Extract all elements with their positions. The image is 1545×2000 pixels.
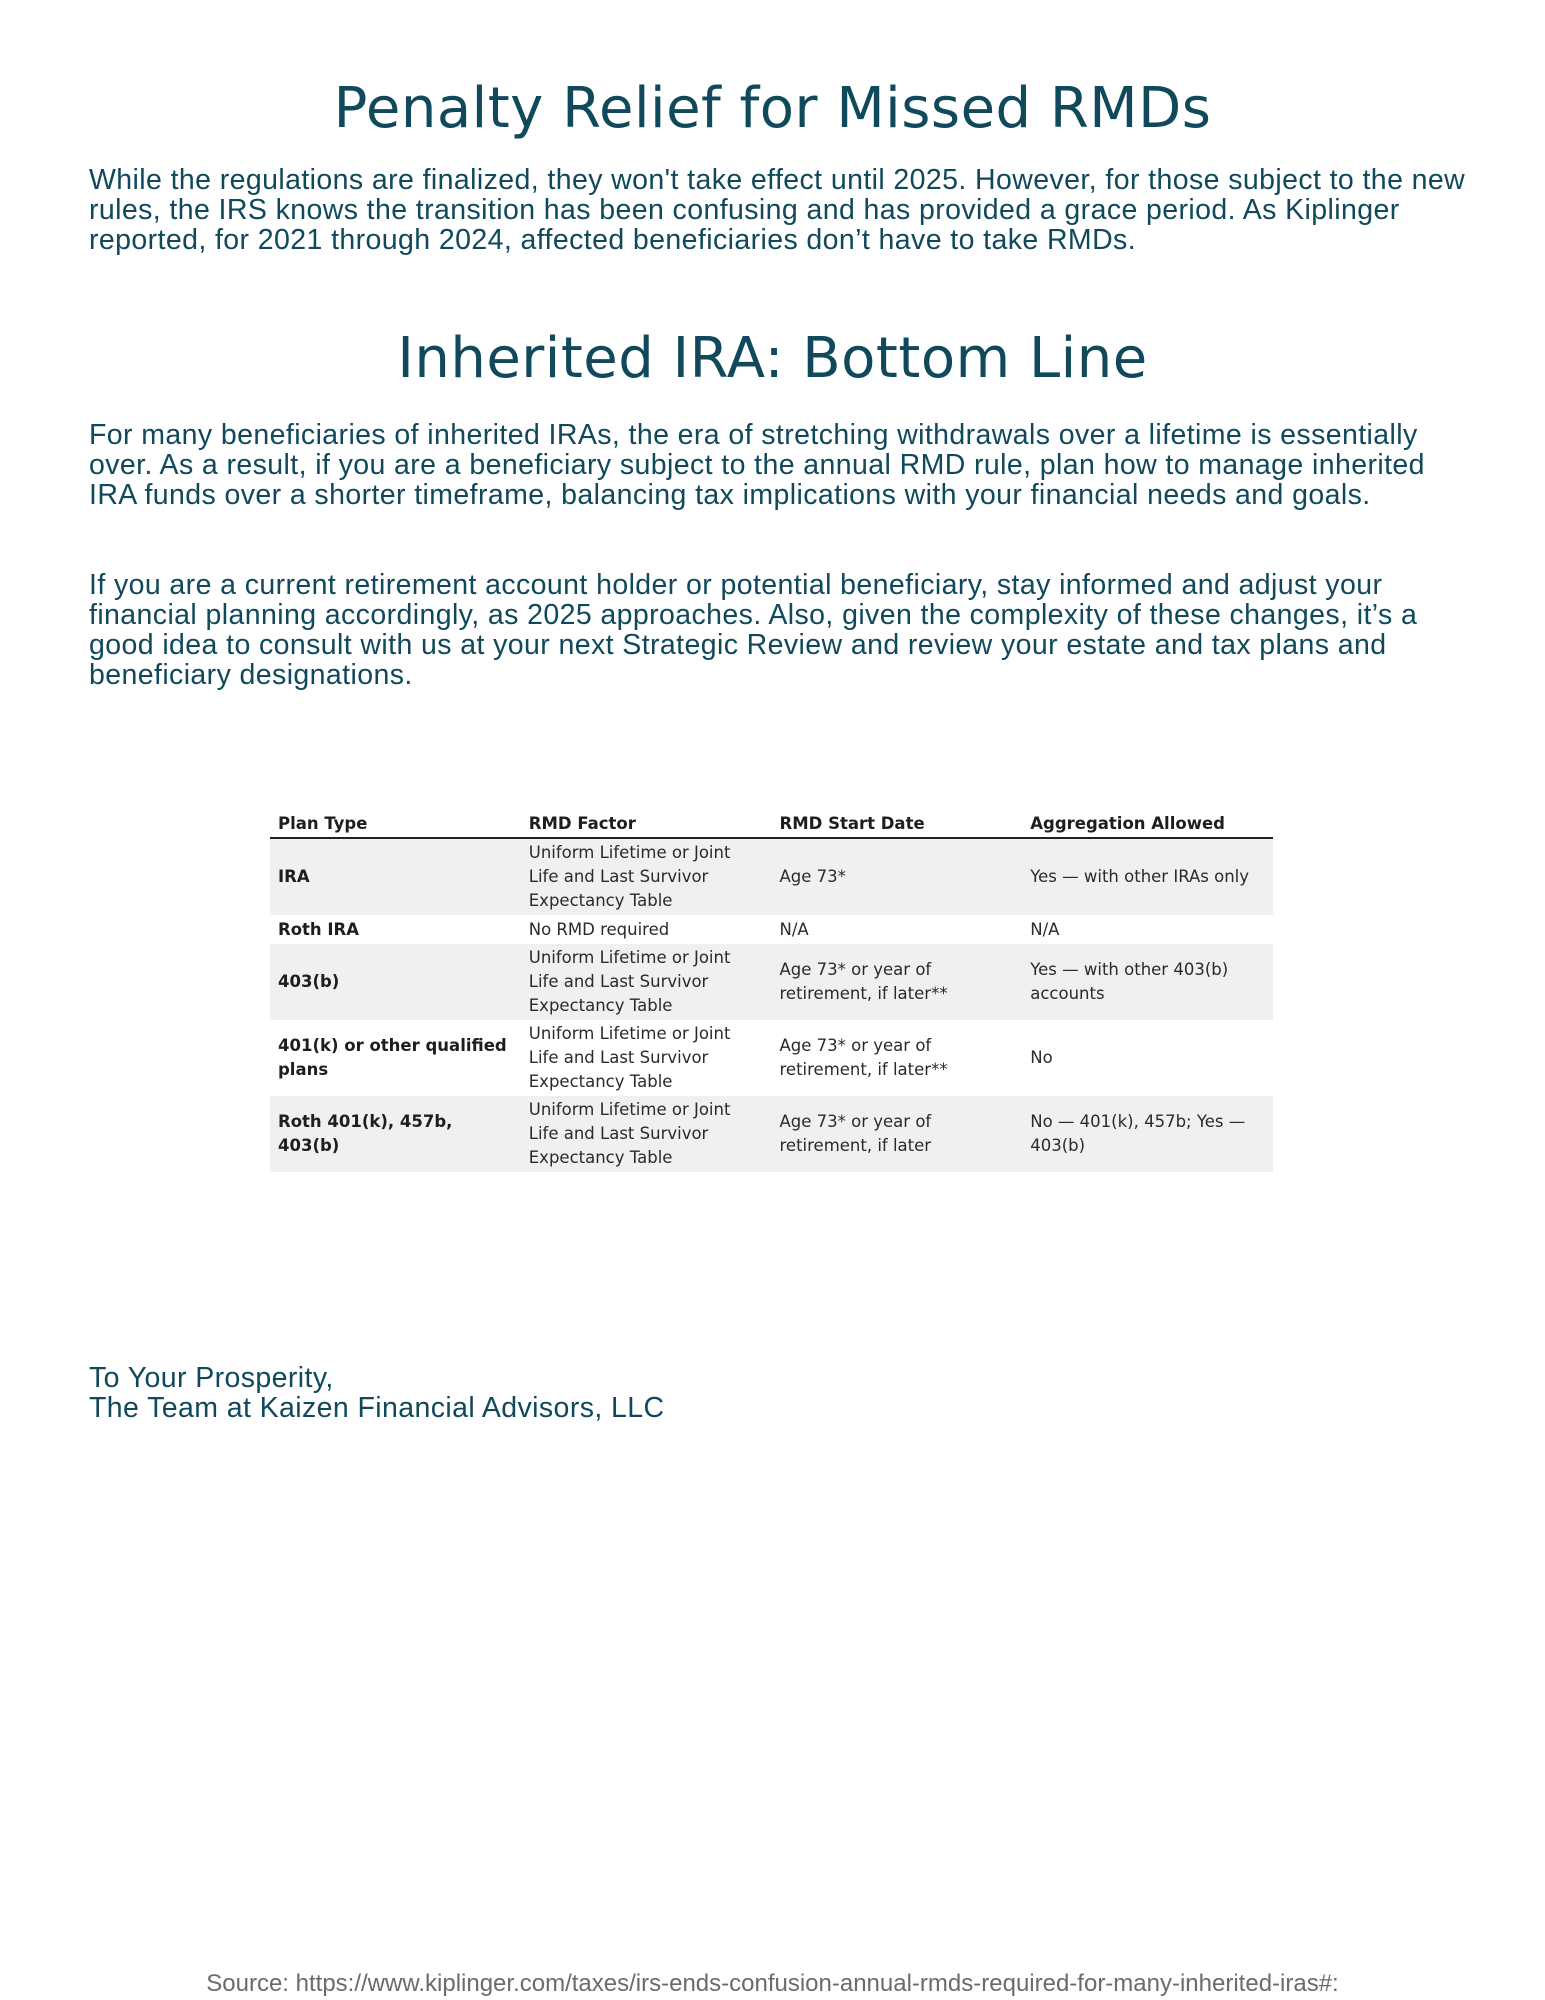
signoff-closing: To Your Prosperity,: [89, 1362, 334, 1394]
signoff-team-name: The Team at Kaizen Financial Advisors, LLC: [89, 1392, 665, 1424]
cell-rmd-factor: Uniform Lifetime or Joint Life and Last Survivor Expectancy Table: [521, 1096, 772, 1172]
cell-aggregation: Yes — with other IRAs only: [1022, 838, 1273, 915]
table-row: [270, 1096, 1273, 1172]
table-row: [270, 1020, 1273, 1096]
cell-rmd-factor: Uniform Lifetime or Joint Life and Last Survivor Expectancy Table: [521, 838, 772, 915]
cell-rmd-start-date: Age 73* or year of retirement, if later**: [779, 1036, 948, 1079]
header-plan-type: Plan Type: [270, 808, 521, 838]
cell-aggregation: No — 401(k), 457b; Yes — 403(b): [1022, 1096, 1273, 1172]
header-rmd-factor: RMD Factor: [521, 808, 772, 838]
cell-aggregation: Yes — with other 403(b) accounts: [1022, 944, 1273, 1020]
table-header-row: [270, 808, 1273, 838]
signoff: [89, 1363, 664, 1423]
penalty-relief-paragraph: While the regulations are finalized, they won't take effect until 2025. However, for those subject to the new rules, the IRS knows the transition has been confusing and has provided a grace period. As Kiplinger reported, for 2021 through 2024, affected beneficiaries don’t have to take RMDs.: [89, 164, 1466, 256]
cell-rmd-factor: No RMD required: [528, 919, 670, 939]
cell-plan-type: 403(b): [270, 944, 521, 1020]
source-citation: Source: https://www.kiplinger.com/taxes/irs-ends-confusion-annual-rmds-required-for-many-inherited-iras#:: [206, 1970, 1339, 1997]
bottom-line-paragraph-2: If you are a current retirement account holder or potential beneficiary, stay informed and adjust your financial planning accordingly, as 2025 approaches. Also, given the complexity of these changes, it’s a good idea to consult with us at your next Strategic Review and review your estate and tax plans and beneficiary designations.: [89, 569, 1418, 691]
cell-rmd-start-date: N/A: [779, 919, 809, 939]
section-title-bottom-line: Inherited IRA: Bottom Line: [397, 326, 1148, 391]
cell-plan-type: Roth IRA: [278, 919, 360, 939]
cell-aggregation: No: [1030, 1048, 1053, 1067]
cell-rmd-start-date: Age 73* or year of retirement, if later**: [772, 944, 1023, 1020]
header-aggregation-allowed: Aggregation Allowed: [1022, 808, 1273, 838]
cell-aggregation: N/A: [1030, 919, 1060, 939]
rmd-rules-table: [270, 808, 1273, 1172]
table-row: [270, 838, 1273, 915]
section-title-penalty-relief: Penalty Relief for Missed RMDs: [333, 76, 1212, 141]
cell-plan-type: IRA: [270, 838, 521, 915]
cell-plan-type: 401(k) or other qualified plans: [278, 1036, 507, 1079]
cell-plan-type: Roth 401(k), 457b, 403(b): [270, 1096, 521, 1172]
cell-rmd-factor: Uniform Lifetime or Joint Life and Last Survivor Expectancy Table: [528, 1024, 731, 1091]
cell-rmd-start-date: Age 73*: [772, 838, 1023, 915]
table-row: [270, 944, 1273, 1020]
cell-rmd-factor: Uniform Lifetime or Joint Life and Last Survivor Expectancy Table: [521, 944, 772, 1020]
table-row: [270, 915, 1273, 944]
header-rmd-start-date: RMD Start Date: [772, 808, 1023, 838]
cell-rmd-start-date: Age 73* or year of retirement, if later: [772, 1096, 1023, 1172]
bottom-line-paragraph-1: For many beneficiaries of inherited IRAs, the era of stretching withdrawals over a lifetime is essentially over. As a result, if you are a beneficiary subject to the annual RMD rule, plan how to manage inherited IRA funds over a shorter timeframe, balancing tax implications with your financial needs and goals.: [89, 419, 1425, 511]
